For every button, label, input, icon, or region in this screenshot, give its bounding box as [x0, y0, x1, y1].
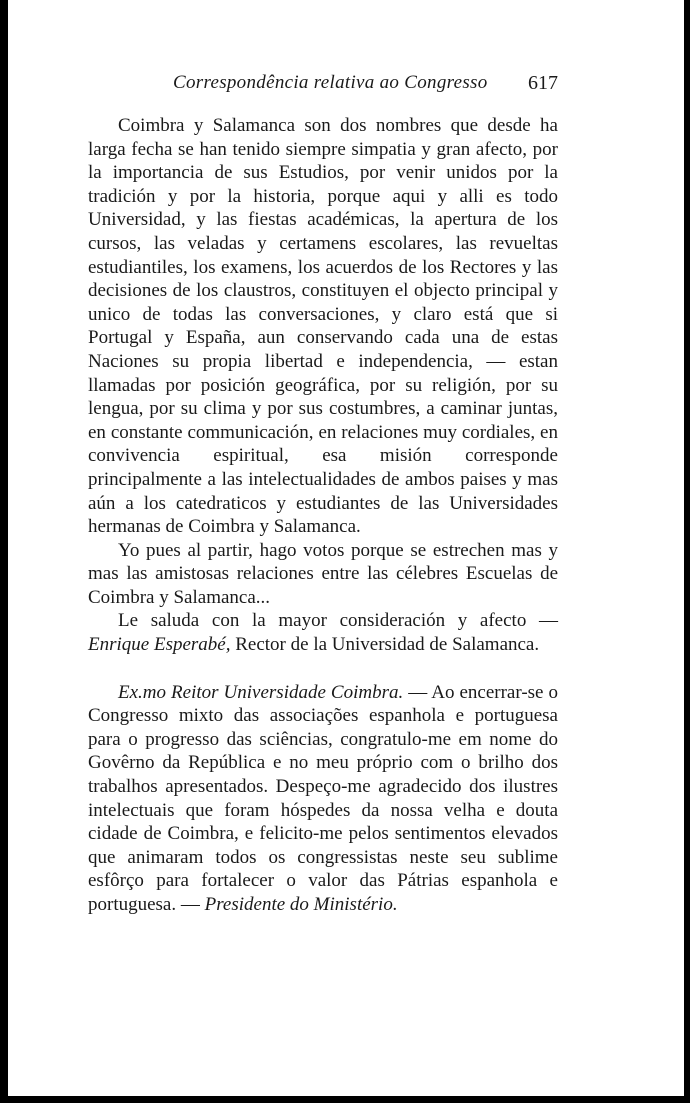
salutation-text: Le saluda con la mayor consideración y afecto — — [118, 610, 558, 632]
document-page — [8, 0, 684, 1096]
paragraph-telegram-presidente — [88, 681, 558, 917]
telegram-text: — Ao encerrar-se o Congresso mixto das associações espanhola e portuguesa para o progresso das sciências, congratulo-me em nome do Govêrno da República e no meu próprio com o brilho dos trabalhos apresentados. Despeço-me agradecido dos ilustres intelectuais que foram hóspedes da nossa velha e douta cidade de Coimbra, e felicito-me pelos sentimentos elevados que animaram todos os congressistas neste seu sublime esfôrço para fortalecer o valor das Pátrias espanhola e portuguesa. — — [88, 681, 558, 915]
signer-title: Rector de la Universidad de Salamanca. — [230, 634, 540, 656]
body-text — [88, 114, 558, 917]
running-title: Correspondência relativa ao Congresso — [173, 72, 488, 93]
signer-name: Enrique Esperabé, — [88, 634, 231, 656]
paragraph-coimbra-salamanca: Coimbra y Salamanca son dos nombres que desde ha larga fecha se han tenido siempre simpatia y gran afecto, por la importancia de sus Estudios, por venir unidos por la tradición y por la historia, porque aqui y alli es todo Universidad, y las fiestas académicas, la apertura de los cursos, las veladas y certamens escolares, las revueltas estudiantiles, los examens, los acuerdos de los Rectores y las decisiones de los claustros, constituyen el objecto principal y unico de todas las conversaciones, y claro está que si Portugal y España, aun conservando cada una de estas Naciones su propia libertad e independencia, — estan llamadas por posición geográfica, por su religión, por su lengua, por su clima y por sus costumbres, a caminar juntas, en constante communicación, en relaciones muy cordiales, en convivencia espiritual, esa misión corresponde principalmente a las intelectualidades de ambos paises y mas aún a los catedraticos y estudiantes de las Universidades hermanas de Coimbra y Salamanca. — [88, 115, 558, 538]
page-number: 617 — [528, 72, 558, 94]
paragraph-salutation-esperabe — [88, 609, 558, 656]
paragraph-votos: Yo pues al partir, hago votos porque se estrechen mas y mas las amistosas relaciones entre las célebres Escuelas de Coimbra y Salamanca... — [88, 539, 558, 608]
telegram-signer: Presidente do Ministério. — [204, 894, 398, 915]
telegram-salutation: Ex.mo Reitor Universidade Coimbra. — [118, 681, 404, 703]
page-header — [8, 72, 684, 102]
